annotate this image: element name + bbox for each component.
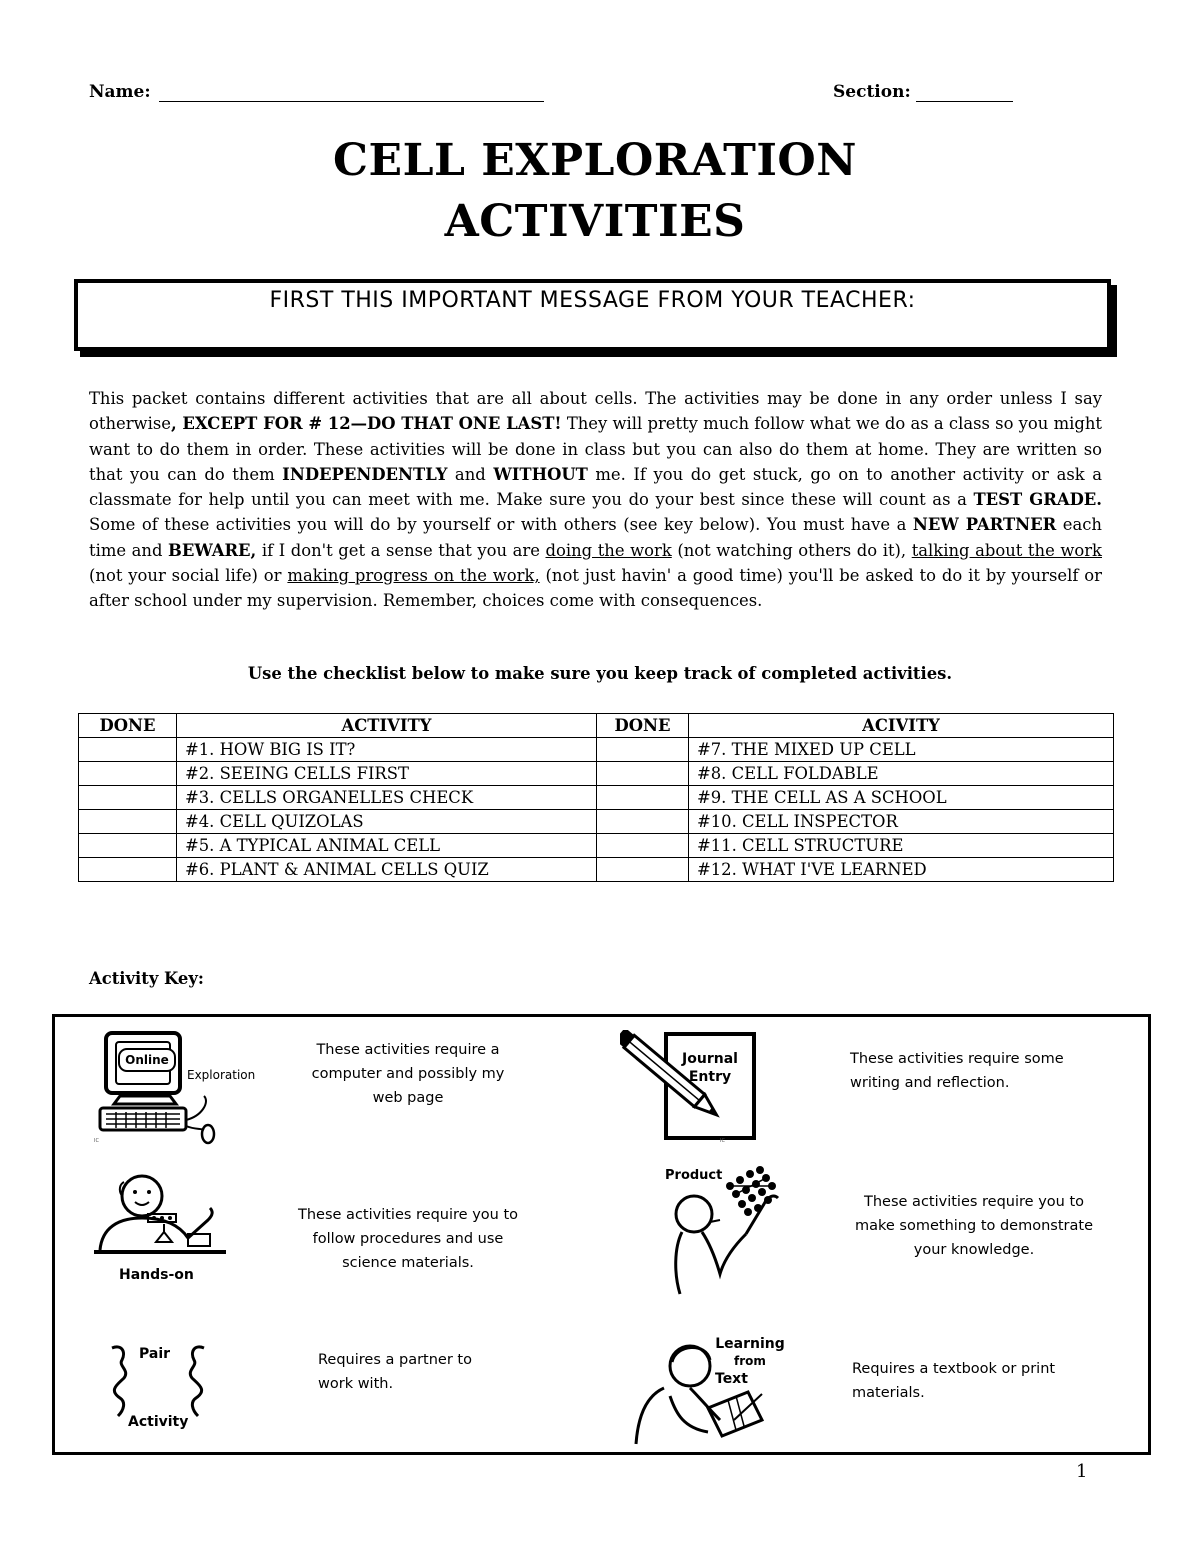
teacher-message-box (74, 279, 1111, 351)
section-label: Section: (833, 82, 911, 102)
table-row (79, 762, 1114, 786)
hands-on-icon-label: Hands-on (119, 1267, 194, 1283)
activity-key-label: Activity Key: (89, 969, 204, 988)
activity-cell: #7. THE MIXED UP CELL (689, 738, 1114, 762)
journal-icon-label: Journal Entry (682, 1051, 738, 1085)
exploration-icon-label: Exploration (187, 1068, 256, 1082)
teacher-message-text: FIRST THIS IMPORTANT MESSAGE FROM YOUR TEACHER: (269, 288, 916, 313)
done-checkbox-cell[interactable] (79, 786, 177, 810)
learning-from-text-icon-label: Learning from (715, 1336, 785, 1368)
done-checkbox-cell[interactable] (597, 786, 689, 810)
hands-on-description: These activities require you to follow procedures and use science materials. (298, 1207, 518, 1271)
activity-cell: #4. CELL QUIZOLAS (177, 810, 597, 834)
column-header-done: DONE (79, 714, 177, 738)
done-checkbox-cell[interactable] (79, 762, 177, 786)
activity-cell: #11. CELL STRUCTURE (689, 834, 1114, 858)
checklist-instruction: Use the checklist below to make sure you keep track of completed activities. (247, 664, 953, 683)
column-header-activity: ACTIVITY (177, 714, 597, 738)
svg-text:IC: IC (720, 1138, 725, 1144)
name-blank-line[interactable] (159, 101, 544, 102)
done-checkbox-cell[interactable] (597, 834, 689, 858)
pair-icon-label: Pair (139, 1346, 171, 1362)
journal-description: These activities require some writing and reflection. (850, 1051, 1064, 1091)
activity-cell: #10. CELL INSPECTOR (689, 810, 1114, 834)
activity-cell: #12. WHAT I'VE LEARNED (689, 858, 1114, 882)
activity-cell: #6. PLANT & ANIMAL CELLS QUIZ (177, 858, 597, 882)
pair-description: Requires a partner to work with. (318, 1352, 472, 1392)
done-checkbox-cell[interactable] (597, 810, 689, 834)
pair-activity-icon-label: Activity (128, 1414, 189, 1430)
online-description: These activities require a computer and possibly my web page (311, 1042, 505, 1106)
product-icon (660, 1164, 800, 1298)
activity-cell: #9. THE CELL AS A SCHOOL (689, 786, 1114, 810)
column-header-done: DONE (597, 714, 689, 738)
product-description: These activities require you to make something to demonstrate your knowledge. (855, 1194, 1093, 1258)
table-row (79, 858, 1114, 882)
activity-cell: #2. SEEING CELLS FIRST (177, 762, 597, 786)
online-icon-label: Online (118, 1048, 176, 1072)
done-checkbox-cell[interactable] (597, 858, 689, 882)
activity-cell: #1. HOW BIG IS IT? (177, 738, 597, 762)
done-checkbox-cell[interactable] (597, 762, 689, 786)
product-icon-label: Product (665, 1168, 723, 1183)
done-checkbox-cell[interactable] (79, 834, 177, 858)
activity-checklist-table (78, 713, 1114, 882)
table-header-row (79, 714, 1114, 738)
name-label: Name: (89, 82, 151, 102)
done-checkbox-cell[interactable] (79, 738, 177, 762)
reading-description: Requires a textbook or print materials. (852, 1361, 1056, 1401)
done-checkbox-cell[interactable] (597, 738, 689, 762)
page-title-line-1: CELL EXPLORATION (333, 135, 857, 186)
journal-pencil-icon (620, 1030, 760, 1144)
table-row (79, 810, 1114, 834)
activity-cell: #5. A TYPICAL ANIMAL CELL (177, 834, 597, 858)
computer-icon (92, 1030, 272, 1148)
done-checkbox-cell[interactable] (79, 810, 177, 834)
page-number: 1 (1076, 1461, 1088, 1482)
column-header-activity: ACIVITY (689, 714, 1114, 738)
intro-paragraph: This packet contains different activities that are all about cells. The activities may be done in any order unless I say otherwise, EXCEPT FOR # 12—DO THAT ONE LAST! They will pretty much follow what we do as a class so you might want to do them in order. These activities will be done in class but you can also do them at home. They are written so that you can do them INDEPENDENTLY and WITHOUT me. If you do get stuck, go on to another activity or ask a classmate for help until you can meet with me. Make sure you do your best since these will count as a TEST GRADE. Some of these activities you will do by yourself or with others (see key below). You must have a NEW PARTNER each time and BEWARE, if I don't get a sense that you are doing the work (not watching others do it), talking about the work (not your social life) or making progress on the work, (not just havin' a good time) you'll be asked to do it by yourself or after school under my supervision. Remember, choices come with consequences. (89, 389, 1102, 611)
table-row (79, 738, 1114, 762)
done-checkbox-cell[interactable] (79, 858, 177, 882)
text-icon-label: Text (715, 1371, 748, 1387)
hands-on-icon (92, 1172, 232, 1266)
page-title-line-2: ACTIVITIES (444, 196, 746, 247)
table-row (79, 834, 1114, 858)
section-blank-line[interactable] (916, 101, 1013, 102)
activity-cell: #8. CELL FOLDABLE (689, 762, 1114, 786)
svg-text:IC: IC (94, 1138, 99, 1144)
activity-cell: #3. CELLS ORGANELLES CHECK (177, 786, 597, 810)
table-row (79, 786, 1114, 810)
